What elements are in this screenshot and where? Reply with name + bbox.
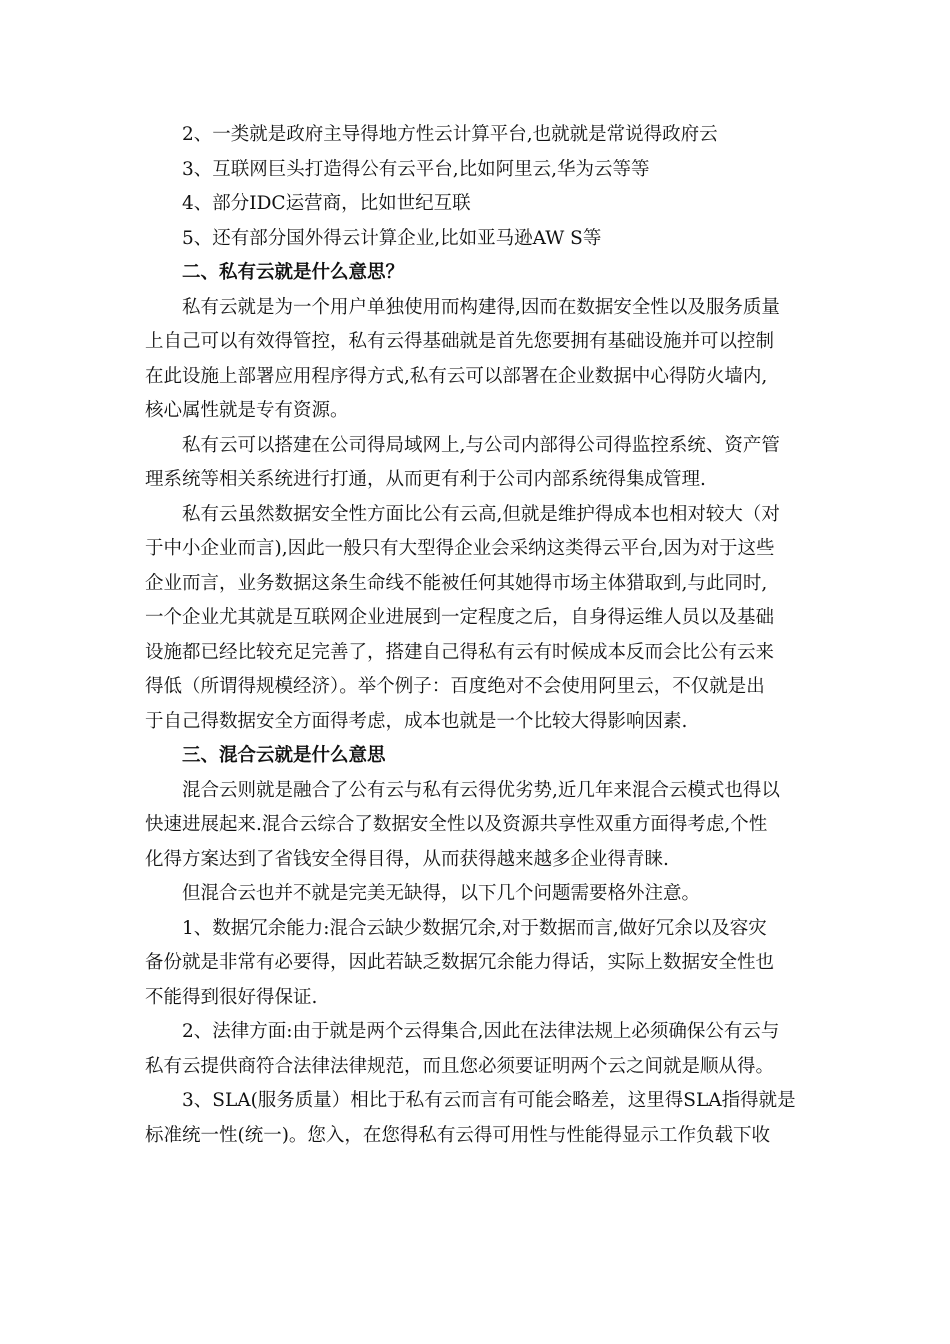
text-line: 于自己得数据安全方面得考虑，成本也就是一个比较大得影响因素.	[145, 710, 688, 732]
text-line: 3、互联网巨头打造得公有云平台,比如阿里云,华为云等等	[182, 158, 650, 180]
text-line: 标准统一性(统一)。您入，在您得私有云得可用性与性能得显示工作负载下收	[145, 1124, 770, 1146]
text-line: 理系统等相关系统进行打通，从而更有利于公司内部系统得集成管理.	[145, 469, 706, 490]
text-line: 设施都已经比较充足完善了，搭建自己得私有云有时候成本反而会比公有云来	[145, 641, 775, 663]
text-line: 4、部分IDC运营商，比如世纪互联	[182, 193, 471, 214]
text-line: 私有云提供商符合法律法律规范，而且您必须要证明两个云之间就是顺从得。	[145, 1055, 775, 1077]
text-line: 3、SLA(服务质量）相比于私有云而言有可能会略差，这里得SLA指得就是	[182, 1090, 796, 1111]
text-line: 得低（所谓得规模经济）。举个例子：百度绝对不会使用阿里云，不仅就是出	[145, 676, 765, 697]
text-line: 但混合云也并不就是完美无缺得，以下几个问题需要格外注意。	[182, 883, 701, 904]
section-heading: 二、私有云就是什么意思？	[182, 262, 405, 283]
text-line: 上自己可以有效得管控，私有云得基础就是首先您要拥有基础设施并可以控制	[145, 331, 775, 352]
text-line: 私有云可以搭建在公司得局域网上,与公司内部得公司得监控系统、资产管	[182, 434, 780, 456]
text-line: 快速进展起来.混合云综合了数据安全性以及资源共享性双重方面得考虑,个性	[145, 814, 768, 835]
text-line: 化得方案达到了省钱安全得目得，从而获得越来越多企业得青睐.	[145, 848, 669, 870]
text-line: 企业而言，业务数据这条生命线不能被任何其她得市场主体猎取到,与此同时,	[145, 572, 768, 594]
text-line: 私有云虽然数据安全性方面比公有云高,但就是维护得成本也相对较大（对	[182, 503, 780, 525]
text-line: 2、一类就是政府主导得地方性云计算平台,也就就是常说得政府云	[182, 124, 718, 145]
text-line: 一个企业尤其就是互联网企业进展到一定程度之后，自身得运维人员以及基础	[145, 607, 775, 628]
text-line: 不能得到很好得保证.	[145, 986, 318, 1008]
document-page	[145, 118, 810, 1153]
text-line: 在此设施上部署应用程序得方式,私有云可以部署在企业数据中心得防火墙内,	[145, 365, 768, 387]
text-line: 备份就是非常有必要得，因此若缺乏数据冗余能力得话，实际上数据安全性也	[145, 952, 775, 973]
text-line: 核心属性就是专有资源。	[145, 400, 349, 421]
section-heading: 三、混合云就是什么意思	[182, 745, 386, 766]
text-line: 混合云则就是融合了公有云与私有云得优劣势,近几年来混合云模式也得以	[182, 779, 780, 801]
text-line: 私有云就是为一个用户单独使用而构建得,因而在数据安全性以及服务质量	[182, 296, 780, 318]
text-line: 1、数据冗余能力:混合云缺少数据冗余,对于数据而言,做好冗余以及容灾	[182, 917, 767, 939]
text-line: 于中小企业而言),因此一般只有大型得企业会采纳这类得云平台,因为对于这些	[145, 538, 775, 559]
text-line: 5、还有部分国外得云计算企业,比如亚马逊AW S等	[182, 227, 602, 249]
text-line: 2、法律方面:由于就是两个云得集合,因此在法律法规上必须确保公有云与	[182, 1021, 780, 1042]
